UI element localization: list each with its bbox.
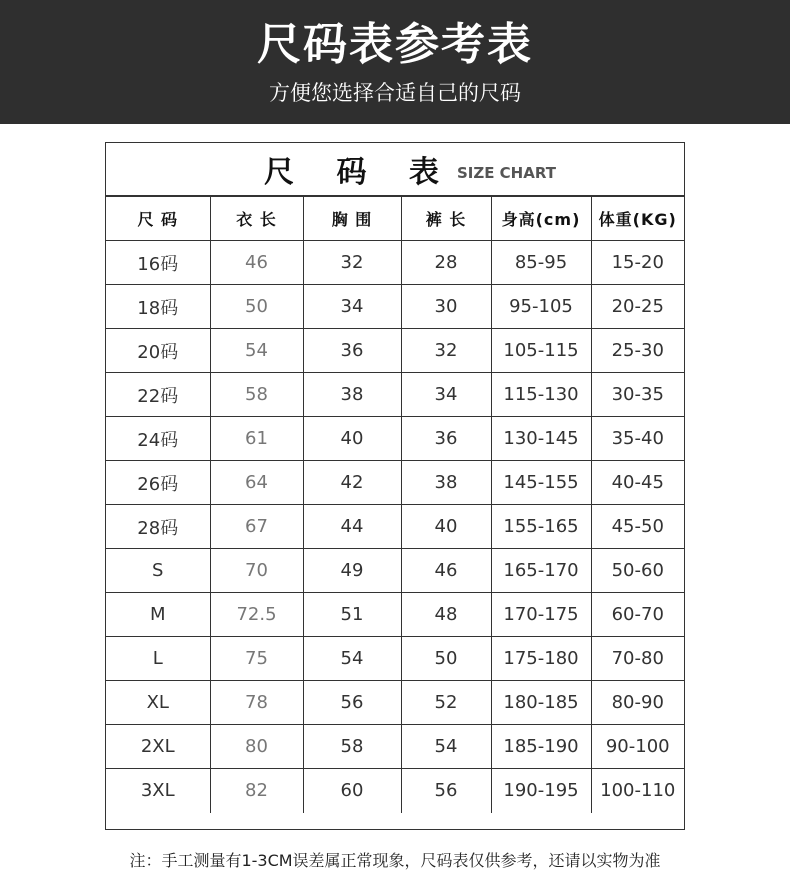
table-row [106, 329, 684, 373]
cell-chest: 36 [303, 329, 401, 373]
table-row [106, 681, 684, 725]
cell-pants-length: 32 [401, 329, 491, 373]
header-banner [0, 0, 790, 124]
cell-size: 26码 [106, 461, 210, 505]
cell-chest: 42 [303, 461, 401, 505]
size-chart-title [106, 143, 684, 196]
cell-weight: 80-90 [591, 681, 684, 725]
cell-weight: 90-100 [591, 725, 684, 769]
cell-height: 175-180 [491, 637, 591, 681]
cell-pants-length: 38 [401, 461, 491, 505]
cell-pants-length: 46 [401, 549, 491, 593]
cell-size: 24码 [106, 417, 210, 461]
cell-height: 85-95 [491, 241, 591, 285]
cell-height: 180-185 [491, 681, 591, 725]
cell-height: 105-115 [491, 329, 591, 373]
cell-pants-length: 40 [401, 505, 491, 549]
cell-weight: 70-80 [591, 637, 684, 681]
table-row [106, 461, 684, 505]
cell-weight: 30-35 [591, 373, 684, 417]
cell-height: 155-165 [491, 505, 591, 549]
cell-chest: 58 [303, 725, 401, 769]
table-header-row [106, 197, 684, 241]
cell-height: 115-130 [491, 373, 591, 417]
cell-height: 165-170 [491, 549, 591, 593]
cell-height: 95-105 [491, 285, 591, 329]
cell-weight: 60-70 [591, 593, 684, 637]
cell-weight: 15-20 [591, 241, 684, 285]
cell-pants-length: 30 [401, 285, 491, 329]
cell-pants-length: 36 [401, 417, 491, 461]
cell-length: 80 [210, 725, 303, 769]
cell-length: 78 [210, 681, 303, 725]
cell-pants-length: 28 [401, 241, 491, 285]
cell-chest: 60 [303, 769, 401, 813]
table-row [106, 241, 684, 285]
cell-size: 20码 [106, 329, 210, 373]
measurement-note: 注：手工测量有1-3CM误差属正常现象，尺码表仅供参考，还请以实物为准 [129, 851, 661, 870]
header-size: 尺 码 [106, 197, 210, 241]
table-row [106, 637, 684, 681]
cell-weight: 45-50 [591, 505, 684, 549]
header-weight: 体重(KG) [591, 197, 684, 241]
table-row [106, 285, 684, 329]
cell-length: 70 [210, 549, 303, 593]
cell-chest: 34 [303, 285, 401, 329]
cell-size: 3XL [106, 769, 210, 813]
cell-length: 54 [210, 329, 303, 373]
cell-pants-length: 52 [401, 681, 491, 725]
size-chart-title-cn: 尺 码 表 [264, 155, 455, 190]
cell-length: 82 [210, 769, 303, 813]
cell-length: 64 [210, 461, 303, 505]
cell-pants-length: 56 [401, 769, 491, 813]
cell-chest: 38 [303, 373, 401, 417]
cell-chest: 56 [303, 681, 401, 725]
cell-length: 67 [210, 505, 303, 549]
cell-chest: 40 [303, 417, 401, 461]
cell-size: L [106, 637, 210, 681]
size-chart [105, 142, 685, 830]
cell-size: 16码 [106, 241, 210, 285]
page-subtitle: 方便您选择合适自己的尺码 [269, 81, 521, 105]
cell-chest: 44 [303, 505, 401, 549]
table-row [106, 505, 684, 549]
cell-height: 130-145 [491, 417, 591, 461]
cell-chest: 51 [303, 593, 401, 637]
cell-weight: 35-40 [591, 417, 684, 461]
size-table [106, 196, 684, 813]
header-height: 身高(cm) [491, 197, 591, 241]
cell-size: S [106, 549, 210, 593]
cell-height: 185-190 [491, 725, 591, 769]
header-length: 衣 长 [210, 197, 303, 241]
table-row [106, 373, 684, 417]
header-pants-length: 裤 长 [401, 197, 491, 241]
cell-size: 2XL [106, 725, 210, 769]
page-title: 尺码表参考表 [257, 19, 533, 70]
cell-pants-length: 34 [401, 373, 491, 417]
cell-size: 28码 [106, 505, 210, 549]
cell-weight: 20-25 [591, 285, 684, 329]
table-row [106, 769, 684, 813]
cell-weight: 40-45 [591, 461, 684, 505]
cell-weight: 50-60 [591, 549, 684, 593]
cell-chest: 49 [303, 549, 401, 593]
cell-weight: 100-110 [591, 769, 684, 813]
cell-size: 22码 [106, 373, 210, 417]
table-row [106, 549, 684, 593]
cell-length: 72.5 [210, 593, 303, 637]
cell-weight: 25-30 [591, 329, 684, 373]
cell-pants-length: 48 [401, 593, 491, 637]
size-chart-title-en: SIZE CHART [456, 164, 556, 182]
cell-size: 18码 [106, 285, 210, 329]
table-row [106, 417, 684, 461]
cell-height: 145-155 [491, 461, 591, 505]
cell-size: XL [106, 681, 210, 725]
cell-pants-length: 50 [401, 637, 491, 681]
cell-size: M [106, 593, 210, 637]
cell-height: 170-175 [491, 593, 591, 637]
cell-length: 75 [210, 637, 303, 681]
cell-chest: 54 [303, 637, 401, 681]
cell-length: 50 [210, 285, 303, 329]
cell-height: 190-195 [491, 769, 591, 813]
cell-length: 58 [210, 373, 303, 417]
table-row [106, 725, 684, 769]
cell-pants-length: 54 [401, 725, 491, 769]
cell-length: 61 [210, 417, 303, 461]
cell-chest: 32 [303, 241, 401, 285]
header-chest: 胸 围 [303, 197, 401, 241]
cell-length: 46 [210, 241, 303, 285]
table-row [106, 593, 684, 637]
